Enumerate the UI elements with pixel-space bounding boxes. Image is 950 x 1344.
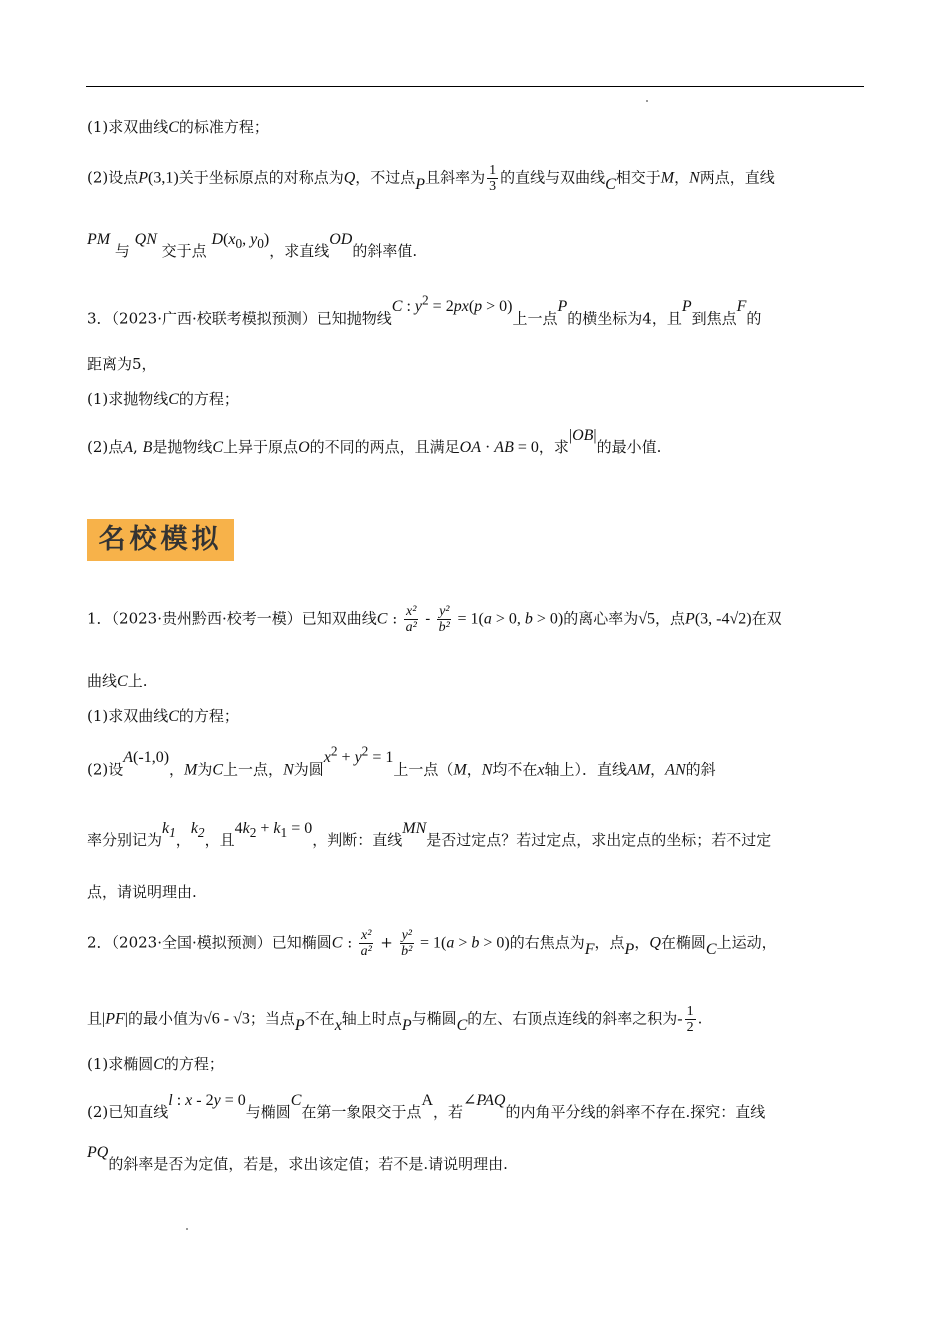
p2-part2-line2: PM 与 QN 交于点 $D(x_0$, $y_0$)，求直线OD的斜率值. xyxy=(87,231,418,260)
problem3-line2: 距离为5， xyxy=(87,355,157,373)
mock2-part2-line2: PQ的斜率是否为定值，若是，求出该定值；若不是.请说明理由. xyxy=(87,1144,508,1173)
mock2-part1: (1)求椭圆C的方程； xyxy=(87,1055,224,1073)
mock1-line2: 曲线C上. xyxy=(87,672,148,690)
mock1-line1: 1．（2023·贵州黔西·校考一模）已知双曲线C : $\frac{\text{x²}}{\text{a²}}$ - $\frac{\text{y²}}{\text{b²}}$ = 1(a > 0, b > 0)的离心率为√5，点P(3, -4√2)在双 xyxy=(87,604,782,635)
section-header: 名校模拟 xyxy=(87,519,234,561)
mock1-part2-line3: 点，请说明理由. xyxy=(87,883,197,901)
speck xyxy=(646,100,648,102)
problem3-part2: (2)点A, B是抛物线C上异于原点O的不同的两点，且满足OA · AB = 0，求|OB|的最小值. xyxy=(87,427,662,456)
speck xyxy=(186,1228,188,1230)
problem3-part1: (1)求抛物线C的方程； xyxy=(87,390,239,408)
mock2-line2: 且|PF|的最小值为√6 - √3；当点P不在x轴上时点P与椭圆C的左、右顶点连线的斜率之积为- $\frac{1}{2}$ . xyxy=(87,1004,703,1035)
header-rule xyxy=(86,86,864,87)
p2-part2-line1: (2)设点P(3,1)关于坐标原点的对称点为Q，不过点P且斜率为 $\frac{1}{3}$ 的直线与双曲线C相交于M，N两点，直线 xyxy=(87,163,775,194)
p2-part1: (1)求双曲线C的标准方程； xyxy=(87,118,269,136)
problem3-line1: 3．（2023·广西·校联考模拟预测）已知抛物线C : $y^2 = 2px(p > 0)$上一点P的横坐标为4，且P到焦点F的 xyxy=(87,293,762,328)
mock1-part1: (1)求双曲线C的方程； xyxy=(87,707,239,725)
mock1-part2-line2: 率分别记为$k_1$，$k_2$，且$4k_2 + k_1 = 0$，判断：直线MN是否过定点？若过定点，求出定点的坐标；若不过定 xyxy=(87,820,772,849)
mock2-part2-line1: (2)已知直线l : x - 2y = 0与椭圆C在第一象限交于点A，若∠PAQ的内角平分线的斜率不存在.探究：直线 xyxy=(87,1092,766,1121)
mock2-line1: 2．（2023·全国·模拟预测）已知椭圆C : $\frac{\text{x²}}{\text{a²}}$ + $\frac{\text{y²}}{\text{b²}}$ = 1(a > b > 0)的右焦点为F，点P，Q在椭圆C上运动， xyxy=(87,928,777,959)
mock1-part2-line1: (2)设A(-1,0)，M为C上一点，N为圆$x^2 + y^2 = 1$上一点（M，N均不在x轴上）．直线AM，AN的斜 xyxy=(87,744,716,779)
